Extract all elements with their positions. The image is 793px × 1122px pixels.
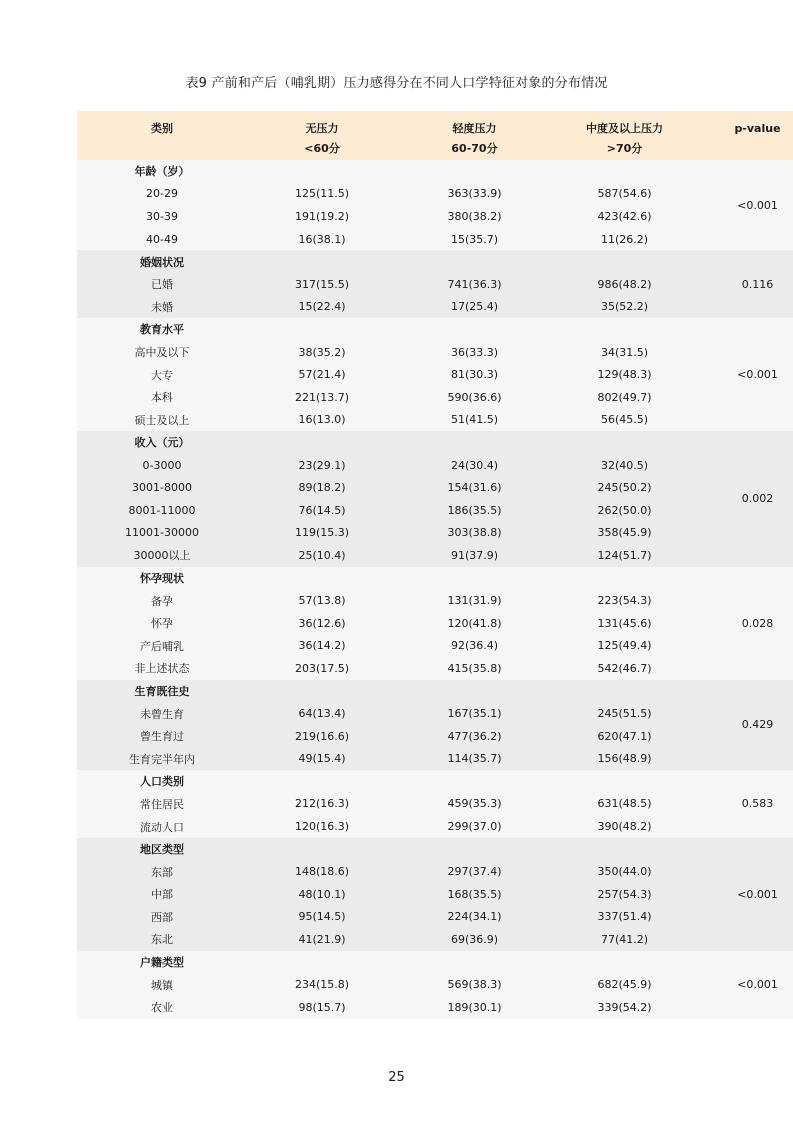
empty-cell	[247, 567, 397, 590]
moderate-stress-value: 587(54.6)	[597, 187, 652, 201]
mild-stress-value: 380(38.2)	[447, 209, 502, 223]
row-label: 生育完半年内	[129, 752, 195, 766]
mild-stress-value: 69(36.9)	[450, 932, 499, 946]
table-row	[77, 725, 793, 748]
mild-stress-value: 24(30.4)	[450, 458, 499, 472]
category-label: 婚姻状况	[140, 255, 184, 269]
category-row	[77, 431, 793, 454]
moderate-stress-value: 56(45.5)	[600, 413, 649, 427]
header-moderate-stress-label: 中度及以上压力	[586, 122, 663, 135]
table-row	[77, 228, 793, 251]
table-row	[77, 612, 793, 635]
moderate-stress-value: 350(44.0)	[597, 865, 652, 879]
table-group	[77, 770, 793, 838]
mild-stress-value: 303(38.8)	[447, 526, 502, 540]
empty-cell	[247, 838, 397, 861]
category-row	[77, 250, 793, 273]
moderate-stress-value: 802(49.7)	[597, 390, 652, 404]
empty-cell	[247, 160, 397, 183]
mild-stress-value: 91(37.9)	[450, 548, 499, 562]
moderate-stress-value: 131(45.6)	[597, 616, 652, 630]
moderate-stress-value: 11(26.2)	[600, 232, 649, 246]
table-row	[77, 634, 793, 657]
moderate-stress-value: 339(54.2)	[597, 1000, 652, 1014]
no-stress-value: 212(16.3)	[294, 797, 350, 811]
category-row	[77, 318, 793, 341]
no-stress-value: 203(17.5)	[294, 661, 350, 675]
table-row	[77, 363, 793, 386]
empty-cell	[552, 770, 697, 793]
category-label: 地区类型	[140, 843, 184, 857]
table-group	[77, 318, 793, 431]
row-label: 已婚	[151, 278, 173, 292]
row-label: 未曾生育	[140, 707, 184, 721]
table-row	[77, 883, 793, 906]
header-category-label: 类别	[151, 122, 173, 135]
moderate-stress-value: 631(48.5)	[597, 797, 652, 811]
table-row	[77, 702, 793, 725]
row-label: 3001-8000	[132, 481, 192, 495]
table-row	[77, 454, 793, 477]
table-title: 表9 产前和产后（哺乳期）压力感得分在不同人口学特征对象的分布情况	[185, 76, 608, 91]
row-label: 未婚	[151, 300, 173, 314]
row-label: 高中及以下	[134, 346, 190, 360]
empty-cell	[397, 318, 552, 341]
moderate-stress-value: 682(45.9)	[597, 978, 652, 992]
row-label: 本科	[151, 391, 173, 405]
header-pvalue-label: p-value	[734, 122, 781, 135]
table-group	[77, 160, 793, 250]
table-row	[77, 183, 793, 206]
row-label: 备孕	[151, 594, 173, 608]
row-label: 30-39	[146, 209, 178, 223]
table-row	[77, 386, 793, 409]
category-label: 怀孕现状	[140, 571, 184, 585]
no-stress-value: 23(29.1)	[298, 458, 346, 472]
table-row	[77, 657, 793, 680]
mild-stress-value: 114(35.7)	[447, 752, 502, 766]
p-value: <0.001	[737, 978, 778, 992]
header-no-stress-label: 无压力	[305, 122, 339, 135]
empty-cell	[397, 567, 552, 590]
header-pvalue	[697, 111, 793, 160]
table-row	[77, 341, 793, 364]
no-stress-value: 219(16.6)	[294, 729, 350, 743]
no-stress-value: 38(35.2)	[298, 345, 346, 359]
moderate-stress-value: 337(51.4)	[597, 910, 652, 924]
table-row	[77, 296, 793, 319]
table-row	[77, 205, 793, 228]
no-stress-value: 191(19.2)	[294, 209, 350, 223]
mild-stress-value: 36(33.3)	[450, 345, 499, 359]
no-stress-value: 49(15.4)	[298, 752, 346, 766]
table-row	[77, 860, 793, 883]
table-row	[77, 906, 793, 929]
moderate-stress-value: 223(54.3)	[597, 594, 652, 608]
mild-stress-value: 741(36.3)	[447, 277, 502, 291]
mild-stress-value: 92(36.4)	[450, 639, 499, 653]
category-row	[77, 838, 793, 861]
mild-stress-value: 459(35.3)	[447, 797, 502, 811]
row-label: 常住居民	[140, 797, 184, 811]
row-label: 产后哺乳	[140, 639, 184, 653]
header-moderate-stress	[552, 111, 697, 160]
no-stress-value: 16(38.1)	[298, 232, 346, 246]
empty-cell	[397, 951, 552, 974]
table-row	[77, 747, 793, 770]
moderate-stress-value: 124(51.7)	[597, 548, 652, 562]
table-row	[77, 793, 793, 816]
category-label: 生育既往史	[134, 684, 190, 698]
page-number: 25	[388, 1070, 405, 1085]
mild-stress-value: 51(41.5)	[450, 413, 499, 427]
mild-stress-value: 569(38.3)	[447, 978, 502, 992]
moderate-stress-value: 245(51.5)	[597, 707, 652, 721]
row-label: 城镇	[151, 978, 173, 992]
no-stress-value: 89(18.2)	[298, 481, 346, 495]
table-row	[77, 409, 793, 432]
mild-stress-value: 477(36.2)	[447, 729, 502, 743]
table-row	[77, 815, 793, 838]
header-no-stress-range: <60分	[304, 142, 340, 155]
moderate-stress-value: 34(31.5)	[600, 345, 649, 359]
table-group	[77, 838, 793, 951]
row-label: 硕士及以上	[134, 413, 190, 427]
empty-cell	[552, 431, 697, 454]
category-label: 年龄（岁）	[134, 165, 190, 179]
empty-cell	[397, 250, 552, 273]
row-label: 流动人口	[140, 820, 184, 834]
category-label: 人口类别	[140, 775, 184, 789]
moderate-stress-value: 245(50.2)	[597, 481, 652, 495]
no-stress-value: 76(14.5)	[298, 503, 346, 517]
moderate-stress-value: 32(40.5)	[600, 458, 649, 472]
no-stress-value: 36(12.6)	[298, 616, 346, 630]
category-row	[77, 680, 793, 703]
category-row	[77, 770, 793, 793]
row-label: 40-49	[146, 232, 178, 246]
empty-cell	[552, 680, 697, 703]
empty-cell	[247, 431, 397, 454]
row-label: 8001-11000	[128, 503, 196, 517]
moderate-stress-value: 77(41.2)	[600, 932, 649, 946]
p-value: <0.001	[737, 887, 778, 901]
empty-cell	[247, 250, 397, 273]
table-group	[77, 431, 793, 567]
empty-cell	[552, 160, 697, 183]
mild-stress-value: 189(30.1)	[447, 1000, 502, 1014]
empty-cell	[552, 250, 697, 273]
no-stress-value: 57(13.8)	[298, 594, 346, 608]
empty-cell	[552, 838, 697, 861]
table-row	[77, 499, 793, 522]
header-category	[77, 111, 247, 160]
category-row	[77, 567, 793, 590]
moderate-stress-value: 125(49.4)	[597, 639, 652, 653]
mild-stress-value: 590(36.6)	[447, 390, 502, 404]
no-stress-value: 57(21.4)	[298, 368, 346, 382]
header-no-stress	[247, 111, 397, 160]
row-label: 11001-30000	[125, 526, 199, 540]
table-group	[77, 250, 793, 318]
no-stress-value: 48(10.1)	[298, 887, 346, 901]
mild-stress-value: 363(33.9)	[447, 187, 502, 201]
mild-stress-value: 120(41.8)	[447, 616, 502, 630]
p-value: <0.001	[737, 368, 778, 382]
empty-cell	[397, 431, 552, 454]
header-mild-stress	[397, 111, 552, 160]
table-group	[77, 951, 793, 1019]
row-label: 大专	[151, 368, 173, 382]
table-row	[77, 996, 793, 1019]
no-stress-value: 120(16.3)	[294, 820, 350, 834]
mild-stress-value: 168(35.5)	[447, 887, 502, 901]
p-value: <0.001	[737, 198, 778, 212]
row-label: 怀孕	[151, 617, 173, 631]
table-row	[77, 522, 793, 545]
mild-stress-value: 17(25.4)	[450, 300, 499, 314]
table-row	[77, 273, 793, 296]
no-stress-value: 119(15.3)	[294, 526, 350, 540]
mild-stress-value: 131(31.9)	[447, 594, 502, 608]
no-stress-value: 317(15.5)	[294, 277, 350, 291]
table-row	[77, 544, 793, 567]
category-label: 教育水平	[140, 323, 184, 337]
moderate-stress-value: 423(42.6)	[597, 209, 652, 223]
moderate-stress-value: 257(54.3)	[597, 887, 652, 901]
row-label: 农业	[151, 1001, 173, 1015]
empty-cell	[247, 770, 397, 793]
no-stress-value: 15(22.4)	[298, 300, 346, 314]
p-value: 0.002	[741, 492, 774, 506]
table-header	[77, 111, 793, 160]
empty-cell	[397, 160, 552, 183]
empty-cell	[552, 567, 697, 590]
row-label: 30000以上	[133, 549, 191, 563]
empty-cell	[397, 838, 552, 861]
moderate-stress-value: 358(45.9)	[597, 526, 652, 540]
empty-cell	[397, 770, 552, 793]
mild-stress-value: 297(37.4)	[447, 865, 502, 879]
no-stress-value: 234(15.8)	[294, 978, 350, 992]
row-label: 0-3000	[142, 458, 182, 472]
moderate-stress-value: 390(48.2)	[597, 820, 652, 834]
no-stress-value: 64(13.4)	[298, 707, 346, 721]
no-stress-value: 25(10.4)	[298, 548, 346, 562]
empty-cell	[552, 318, 697, 341]
mild-stress-value: 224(34.1)	[447, 910, 502, 924]
mild-stress-value: 15(35.7)	[450, 232, 499, 246]
table-row	[77, 928, 793, 951]
empty-cell	[247, 680, 397, 703]
no-stress-value: 41(21.9)	[298, 932, 346, 946]
moderate-stress-value: 986(48.2)	[597, 277, 652, 291]
row-label: 非上述状态	[134, 662, 190, 676]
mild-stress-value: 81(30.3)	[450, 368, 499, 382]
row-label: 东部	[151, 865, 173, 879]
moderate-stress-value: 129(48.3)	[597, 368, 652, 382]
p-value: 0.116	[741, 277, 774, 291]
no-stress-value: 36(14.2)	[298, 639, 346, 653]
mild-stress-value: 299(37.0)	[447, 820, 502, 834]
moderate-stress-value: 542(46.7)	[597, 661, 652, 675]
row-label: 中部	[151, 888, 173, 902]
empty-cell	[247, 951, 397, 974]
mild-stress-value: 186(35.5)	[447, 503, 502, 517]
no-stress-value: 221(13.7)	[294, 390, 350, 404]
p-value: 0.429	[741, 718, 774, 732]
header-mild-stress-range: 60-70分	[451, 142, 498, 155]
no-stress-value: 148(18.6)	[294, 865, 350, 879]
mild-stress-value: 415(35.8)	[447, 661, 502, 675]
category-label: 收入（元）	[134, 436, 190, 450]
row-label: 20-29	[146, 187, 178, 201]
category-row	[77, 951, 793, 974]
no-stress-value: 16(13.0)	[298, 413, 346, 427]
table-row	[77, 589, 793, 612]
table-group	[77, 680, 793, 770]
category-label: 户籍类型	[140, 956, 184, 970]
mild-stress-value: 167(35.1)	[447, 707, 502, 721]
table-row	[77, 476, 793, 499]
mild-stress-value: 154(31.6)	[447, 481, 502, 495]
distribution-table	[77, 111, 793, 1019]
header-mild-stress-label: 轻度压力	[452, 122, 497, 135]
moderate-stress-value: 156(48.9)	[597, 752, 652, 766]
moderate-stress-value: 620(47.1)	[597, 729, 652, 743]
empty-cell	[247, 318, 397, 341]
header-moderate-stress-range: >70分	[606, 142, 643, 155]
table-row	[77, 973, 793, 996]
category-row	[77, 160, 793, 183]
empty-cell	[552, 951, 697, 974]
no-stress-value: 125(11.5)	[294, 187, 350, 201]
no-stress-value: 95(14.5)	[298, 910, 346, 924]
p-value: 0.583	[741, 797, 774, 811]
p-value: 0.028	[741, 616, 774, 630]
row-label: 东北	[151, 933, 173, 947]
moderate-stress-value: 35(52.2)	[600, 300, 649, 314]
moderate-stress-value: 262(50.0)	[597, 503, 652, 517]
empty-cell	[397, 680, 552, 703]
row-label: 曾生育过	[140, 730, 184, 744]
table-group	[77, 567, 793, 680]
row-label: 西部	[151, 910, 173, 924]
no-stress-value: 98(15.7)	[298, 1000, 346, 1014]
